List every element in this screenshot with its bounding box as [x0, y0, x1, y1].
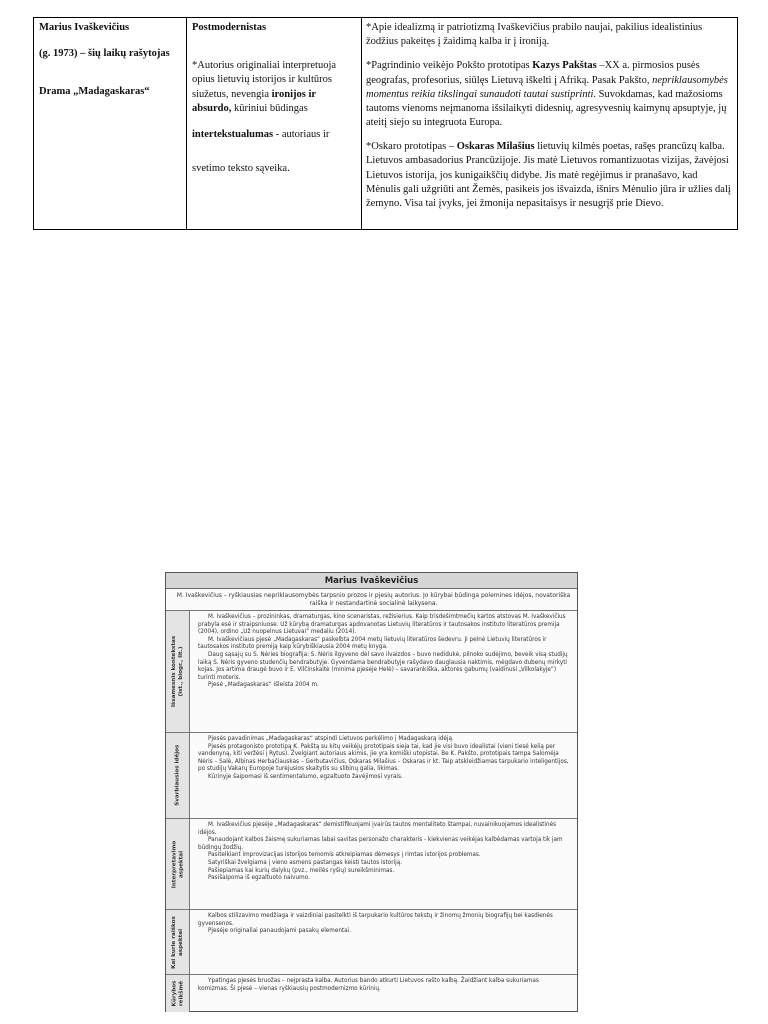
scanned-summary-page: [165, 572, 578, 1012]
note-text: . Suvokdamas, kad mažosioms tautoms vienoms neįmanoma išsilaikyti didesnių, agresyvesnių kaimynų apsuptyje, jų ateitį siejo su integruota Europa.: [366, 88, 727, 129]
scan-paragraph: Kūrinyje šaipomasi iš sentimentalumo, egzaltuoto žavėjimosi vyrais.: [208, 773, 403, 780]
scan-row-ideas: [166, 733, 577, 819]
scan-paragraph: Ypatingas pjesės bruožas – neįprasta kalba. Autorius bando atkurti Lietuvos rašto kalbą. Žaidžiant kalba sukuriamas komizmas. Ši pjesė – vienas ryškiausių postmodernizmo kūrinių.: [198, 978, 539, 992]
scan-paragraph: Pasitelkiant improvizacijas istorijos temomis atkreipiamas dėmesys į rimtas istorijos problemas.: [208, 852, 481, 859]
scan-paragraph: Pjesėje originaliai panaudojami pasakų elementai.: [208, 928, 352, 935]
scan-paragraph: M. Ivaškevičius pjesėje „Madagaskaras“ demistifikuojami įvairūs tautos mentaliteto štampai, nuvainikuojamos idealistinės idėjos.: [198, 822, 557, 836]
scan-row-body: [190, 819, 577, 909]
scan-title: Marius Ivaškevičius: [166, 573, 577, 589]
scan-paragraph: M. Ivaškevičius – prozininkas, dramaturgas, kino scenaristas, režisierius. Kaip trisdešimtmečių kartos atstovas M. Ivaškevičius prabyla esė ir straipsniuose. Už kūrybą dramaturgas apdovanotas Lietuvių literatūros ir tautosakos instituto literatūros premija (2004), ordino „Už nuopelnus Lietuvai“ medaliu (2014).: [198, 614, 566, 636]
scan-row-label: [166, 975, 190, 1012]
scan-paragraph: Pjesės protagonisto prototipą K. Pakštą su kitų veikėjų prototipais sieja tai, kad jie visi buvo idealistai (vieni tiesė kelią per vandenyną, kiti veržėsi į Rytus). Žvelgiant autoriaus akimis, jie yra komiški utopistai. Be K. Pakšto, prototipais tampa Salomėja Nėris – Salė, Albinas Herbačiauskas – Gerbutavičius, Oskaras Milašius – Oskaras ir kt. Taip atskleidžiamas tarpukario inteligentijos, po studijų Vakarų Europoje turėjusios skaitytis su slibinų galia, likimas.: [198, 743, 569, 773]
intertext-line: [192, 128, 356, 142]
style-description: [192, 59, 356, 116]
note-text: *Pagrindinio veikėjo Pokšto prototipas: [366, 60, 533, 72]
scan-row-label-text: Svarbiausios idėjos: [174, 744, 181, 807]
scan-row-label: [166, 611, 190, 732]
scan-paragraph: Pašiepiamas kai kurių dalykų (pvz., meilės ryšių) sureikšminimas.: [208, 867, 395, 874]
scan-row-body: [190, 975, 577, 1012]
scan-paragraph: Daug sąsajų su S. Nėries biografija: S. Nėris ilgyvenо dėl savo ilvaizdos – buvo nedidukė, pilnoko sudėjimo, beveik visą studijų laiką S. Nėris gyveno studenčių bendrabutyje. Gyvendama bendrabutyje rašydavo dauglausia naktimis, mėgdavo dubenų mirkyti kojas. Jos artima draugė buvo ir E. Vilčinskaitė (minima pjesėje Helė) – savarankiška, aktorės gabumų (vaidinusi „Vilkolakyje“) turinti moteris.: [198, 651, 568, 681]
style-text: kūriniui būdingas: [231, 102, 308, 114]
notes-column: [362, 18, 737, 229]
scan-row-expression: [166, 910, 577, 975]
scan-row-body: [190, 611, 577, 732]
scan-intro: M. Ivaškevičius – ryškiausias nepriklausomybės tarpsnio prozos ir pjesių autorius. Jo kūrybai būdinga polemines idėjos, novatoriška raiška ir nestandartinė socialinė laikysena.: [166, 589, 577, 611]
drama-title: Drama „Madagaskaras“: [39, 86, 150, 98]
scan-paragraph: Kalbos stilizavimo medžiaga ir vaizdiniai pasitelkti iš tarpukario kultūros tekstų ir žinomų žmonių biografijų bei kasdienės gyvensenos.: [198, 913, 553, 927]
intertext-text: - autoriaus ir: [273, 128, 330, 140]
scan-paragraph: Pasišaipoma iš egzaltuoto naivumo.: [208, 875, 310, 882]
scan-paragraph: M. Ivaškevičiaus pjesė „Madagaskaras“ paskelbta 2004 metų lietuvių literatūros šedevru. Ji pelnė Lietuvių literatūros ir tautosakos instituto premiją kaip kūrybiškiausia 2004 metų knyga.: [198, 636, 547, 651]
note-pakstas: [366, 59, 733, 130]
summary-table: [33, 17, 738, 230]
scan-row-body: [190, 733, 577, 818]
style-heading: Postmodernistas: [192, 22, 267, 33]
note-quote-italic: nepriklausomybės momentus reikia tikslingai sunaudoti tautai sustiprinti: [366, 74, 728, 100]
note-text: lietuvių kilmės poetas, rašęs prancūzų kalba. Lietuvos ambasadorius Prancūzijoje. Jis matė Lietuvos romantizuotas vizijas, žavėjosi Lietuvos istorija, jos kunigaikščių didybe. Jis matė regėjimus ir pranašavo, kad Mėnulis gali užgriūti ant Žemės, pasikeis jos išvaizda, išnirs Mėnulio jūra ir užlies dalį žemyno. Visa tai įvyks, jei žmonija nepasitaisys ir nesugrįš prie Dievo.: [366, 141, 731, 209]
scan-paragraph: Satyriškai žvelgiama į vieno asmens pastangas keisti tautos istoriją.: [208, 859, 403, 866]
intertext-end: svetimo teksto sąveika.: [192, 163, 290, 175]
intertext-term: intertekstualumas: [192, 128, 274, 140]
scan-row-label-text: Išsamesnis kontekstas (ist., biogr., lit.): [171, 635, 184, 708]
note-idealism: *Apie idealizmą ir patriotizmą Ivaškevičius prabilo naujai, pakilius idealistinius žodžius pakeitęs į žaidimą kalba ir į ironiją.: [366, 22, 703, 48]
author-years: (g. 1973) – šių laikų rašytojas: [39, 48, 170, 60]
scan-row-label: [166, 733, 190, 818]
note-name-bold: Kazys Pakštas: [532, 60, 597, 72]
author-name: Marius Ivaškevičius: [39, 22, 130, 33]
note-milasius: [366, 140, 733, 211]
scan-row-interpretation: [166, 819, 577, 910]
note-text: –XX a. pirmosios pusės geografas, profesorius, siūlęs Lietuvą iškelti į Afriką. Pasak Pakšto,: [366, 60, 700, 86]
style-text: *Autorius originaliai interpretuoja opius lietuvių istorijos ir kultūros siužetus, nevengia: [192, 60, 337, 100]
note-name-bold: Oskaras Milašius: [456, 141, 535, 153]
style-column: [187, 18, 362, 229]
scan-row-label: [166, 819, 190, 909]
scan-row-significance: [166, 975, 577, 1012]
note-text: *Oskaro prototipas –: [366, 141, 457, 153]
scan-row-label-text: Kai kurie raiškos aspektai: [171, 915, 184, 969]
scan-row-context: [166, 611, 577, 733]
scan-row-label-text: Kūrybos reikšmė: [171, 980, 184, 1007]
author-column: [34, 18, 187, 229]
scan-paragraph: Pjesė „Madagaskaras“ išleista 2004 m.: [208, 682, 319, 689]
scan-row-label: [166, 910, 190, 974]
scan-row-label-text: Interpretavimo aspektai: [171, 840, 184, 888]
scan-paragraph: Panaudojant kalbos žaismę sukuriamas labai savitas personažo charakteris - kiekvienas veikėjas kalbėdamas vartoja tik jam būdingų žodžių.: [198, 837, 563, 851]
style-text-bold: ironijos ir absurdo,: [192, 88, 316, 114]
scan-row-body: [190, 910, 577, 974]
scan-paragraph: Pjesės pavadinimas „Madagaskaras“ atspindi Lietuvos perkėlimo į Madagaskarą idėją.: [208, 736, 454, 742]
